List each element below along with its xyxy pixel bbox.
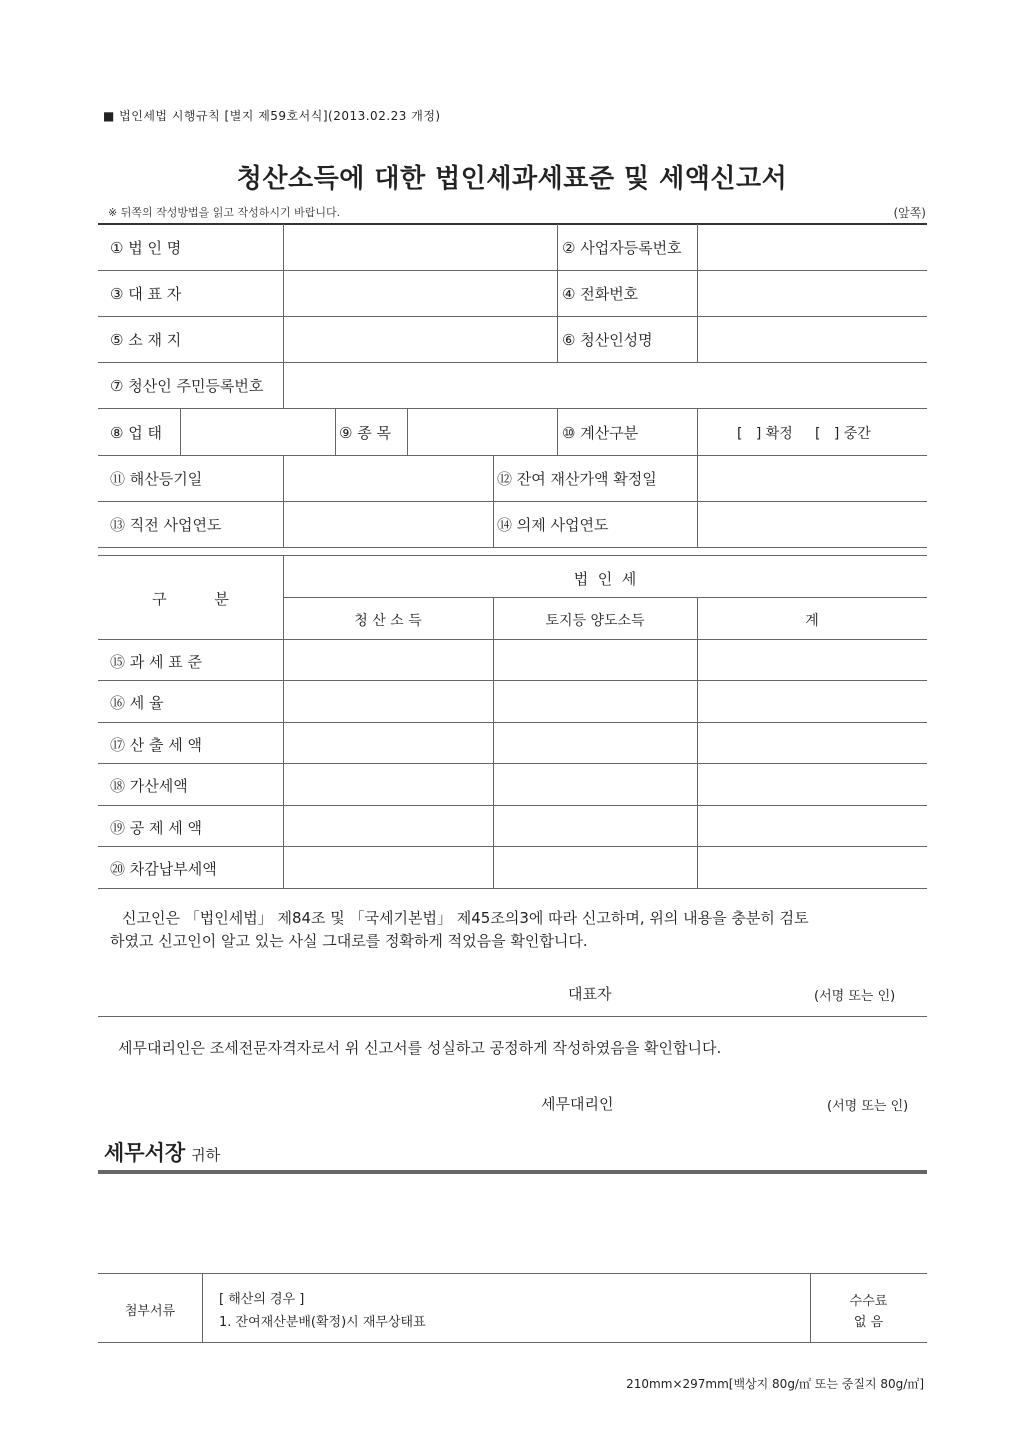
row-divider bbox=[98, 846, 927, 847]
col-divider bbox=[493, 597, 494, 888]
calc-type-checkboxes[interactable]: [ ] 확정 [ ] 중간 bbox=[737, 426, 871, 442]
tax-office-addressee bbox=[104, 1137, 220, 1167]
agent-signature[interactable]: (서명 또는 인) bbox=[827, 1099, 909, 1114]
label-business-type: ⑧ 업 태 bbox=[110, 424, 162, 442]
col-divider bbox=[557, 408, 558, 455]
row-divider bbox=[98, 362, 927, 363]
col-divider bbox=[283, 224, 284, 362]
col-divider bbox=[335, 408, 336, 455]
label-biz-reg-no: ② 사업자등록번호 bbox=[562, 239, 682, 257]
row-label-deduction: ⑲ 공 제 세 액 bbox=[110, 819, 203, 837]
agent-statement: 세무대리인은 조세전문자격자로서 위 신고서를 성실하고 공정하게 작성하였음을 확인합니다. bbox=[118, 1039, 722, 1057]
label-liquidator-name: ⑥ 청산인성명 bbox=[562, 331, 653, 349]
tax-office-name: 세무서장 bbox=[104, 1141, 186, 1165]
row-label-tax-base: ⑮ 과 세 표 준 bbox=[110, 653, 203, 671]
row-divider bbox=[98, 639, 927, 640]
table-top-border bbox=[98, 223, 927, 225]
attachments-case-heading: [ 해산의 경우 ] bbox=[219, 1292, 305, 1307]
row-label-net-payment: ⑳ 차감납부세액 bbox=[110, 860, 217, 878]
fee-label: 수수료 bbox=[849, 1294, 888, 1309]
col-divider bbox=[283, 362, 284, 408]
col-divider bbox=[283, 556, 284, 888]
label-representative: ③ 대 표 자 bbox=[110, 285, 182, 303]
header-category: 구 분 bbox=[152, 590, 229, 608]
row-divider bbox=[98, 455, 927, 456]
row-divider bbox=[98, 316, 927, 317]
col-divider bbox=[697, 408, 698, 455]
label-corp-name: ① 법 인 명 bbox=[110, 239, 182, 257]
label-deemed-year: ⑭ 의제 사업연도 bbox=[497, 516, 609, 534]
label-calc-type: ⑩ 계산구분 bbox=[562, 424, 639, 442]
col-divider bbox=[557, 224, 558, 362]
col-divider bbox=[697, 224, 698, 362]
row-divider bbox=[98, 270, 927, 271]
table-bottom-border bbox=[98, 1342, 927, 1343]
representative-signature[interactable]: (서명 또는 인) bbox=[814, 989, 896, 1004]
col-divider bbox=[697, 597, 698, 888]
thick-divider bbox=[98, 1170, 927, 1174]
label-dissolution-date: ⑪ 해산등기일 bbox=[110, 470, 203, 488]
col-divider bbox=[180, 408, 181, 455]
row-label-calculated-tax: ⑰ 산 출 세 액 bbox=[110, 736, 203, 754]
column-header: 청 산 소 득 bbox=[354, 613, 422, 629]
declaration-line-1: 신고인은 「법인세법」 제84조 및 「국세기본법」 제45조의3에 따라 신고하며, 위의 내용을 충분히 검토 bbox=[122, 909, 809, 927]
table-top-border bbox=[98, 1273, 927, 1274]
row-divider bbox=[283, 597, 927, 598]
agent-label: 세무대리인 bbox=[541, 1095, 614, 1113]
instruction-note: ※ 뒤쪽의 작성방법을 읽고 작성하시기 바랍니다. bbox=[108, 206, 341, 219]
col-divider bbox=[283, 455, 284, 547]
column-header: 계 bbox=[805, 613, 819, 629]
row-divider bbox=[98, 408, 927, 409]
label-residual-date: ⑫ 잔여 재산가액 확정일 bbox=[497, 470, 657, 488]
col-divider bbox=[697, 455, 698, 547]
form-reference: ■ 법인세법 시행규칙 [별지 제59호서식](2013.02.23 개정) bbox=[103, 109, 441, 123]
fee-value: 없 음 bbox=[853, 1315, 884, 1330]
representative-label: 대표자 bbox=[568, 985, 612, 1003]
row-divider bbox=[98, 680, 927, 681]
row-divider bbox=[98, 722, 927, 723]
col-divider bbox=[493, 455, 494, 547]
label-address: ⑤ 소 재 지 bbox=[110, 331, 182, 349]
column-header: 토지등 양도소득 bbox=[545, 613, 645, 629]
row-divider bbox=[98, 501, 927, 502]
table-bottom-border bbox=[98, 888, 927, 889]
row-label-additional-tax: ⑱ 가산세액 bbox=[110, 777, 188, 795]
attachments-item: 1. 잔여재산분배(확정)시 재무상태표 bbox=[219, 1315, 426, 1330]
row-divider bbox=[98, 763, 927, 764]
label-business-item: ⑨ 종 목 bbox=[339, 424, 391, 442]
col-divider bbox=[407, 408, 408, 455]
attachments-label: 첨부서류 bbox=[124, 1304, 176, 1319]
label-liquidator-id: ⑦ 청산인 주민등록번호 bbox=[110, 377, 264, 395]
paper-size-note: 210mm×297mm[백상지 80g/㎡ 또는 중질지 80g/㎡] bbox=[626, 1377, 924, 1391]
page-title: 청산소득에 대한 법인세과세표준 및 세액신고서 bbox=[236, 164, 788, 194]
row-divider bbox=[98, 805, 927, 806]
row-divider bbox=[98, 547, 927, 548]
section-divider bbox=[98, 1016, 927, 1017]
page-side-label: (앞쪽) bbox=[893, 206, 926, 220]
tax-office-suffix: 귀하 bbox=[191, 1146, 221, 1164]
label-phone: ④ 전화번호 bbox=[562, 285, 639, 303]
col-divider bbox=[202, 1273, 203, 1342]
label-prev-year: ⑬ 직전 사업연도 bbox=[110, 516, 222, 534]
row-label-tax-rate: ⑯ 세 율 bbox=[110, 694, 164, 712]
declaration-line-2: 하였고 신고인이 알고 있는 사실 그대로를 정확하게 적었음을 확인합니다. bbox=[110, 932, 588, 950]
header-corp-tax: 법 인 세 bbox=[573, 570, 637, 588]
table-top-border bbox=[98, 555, 927, 556]
